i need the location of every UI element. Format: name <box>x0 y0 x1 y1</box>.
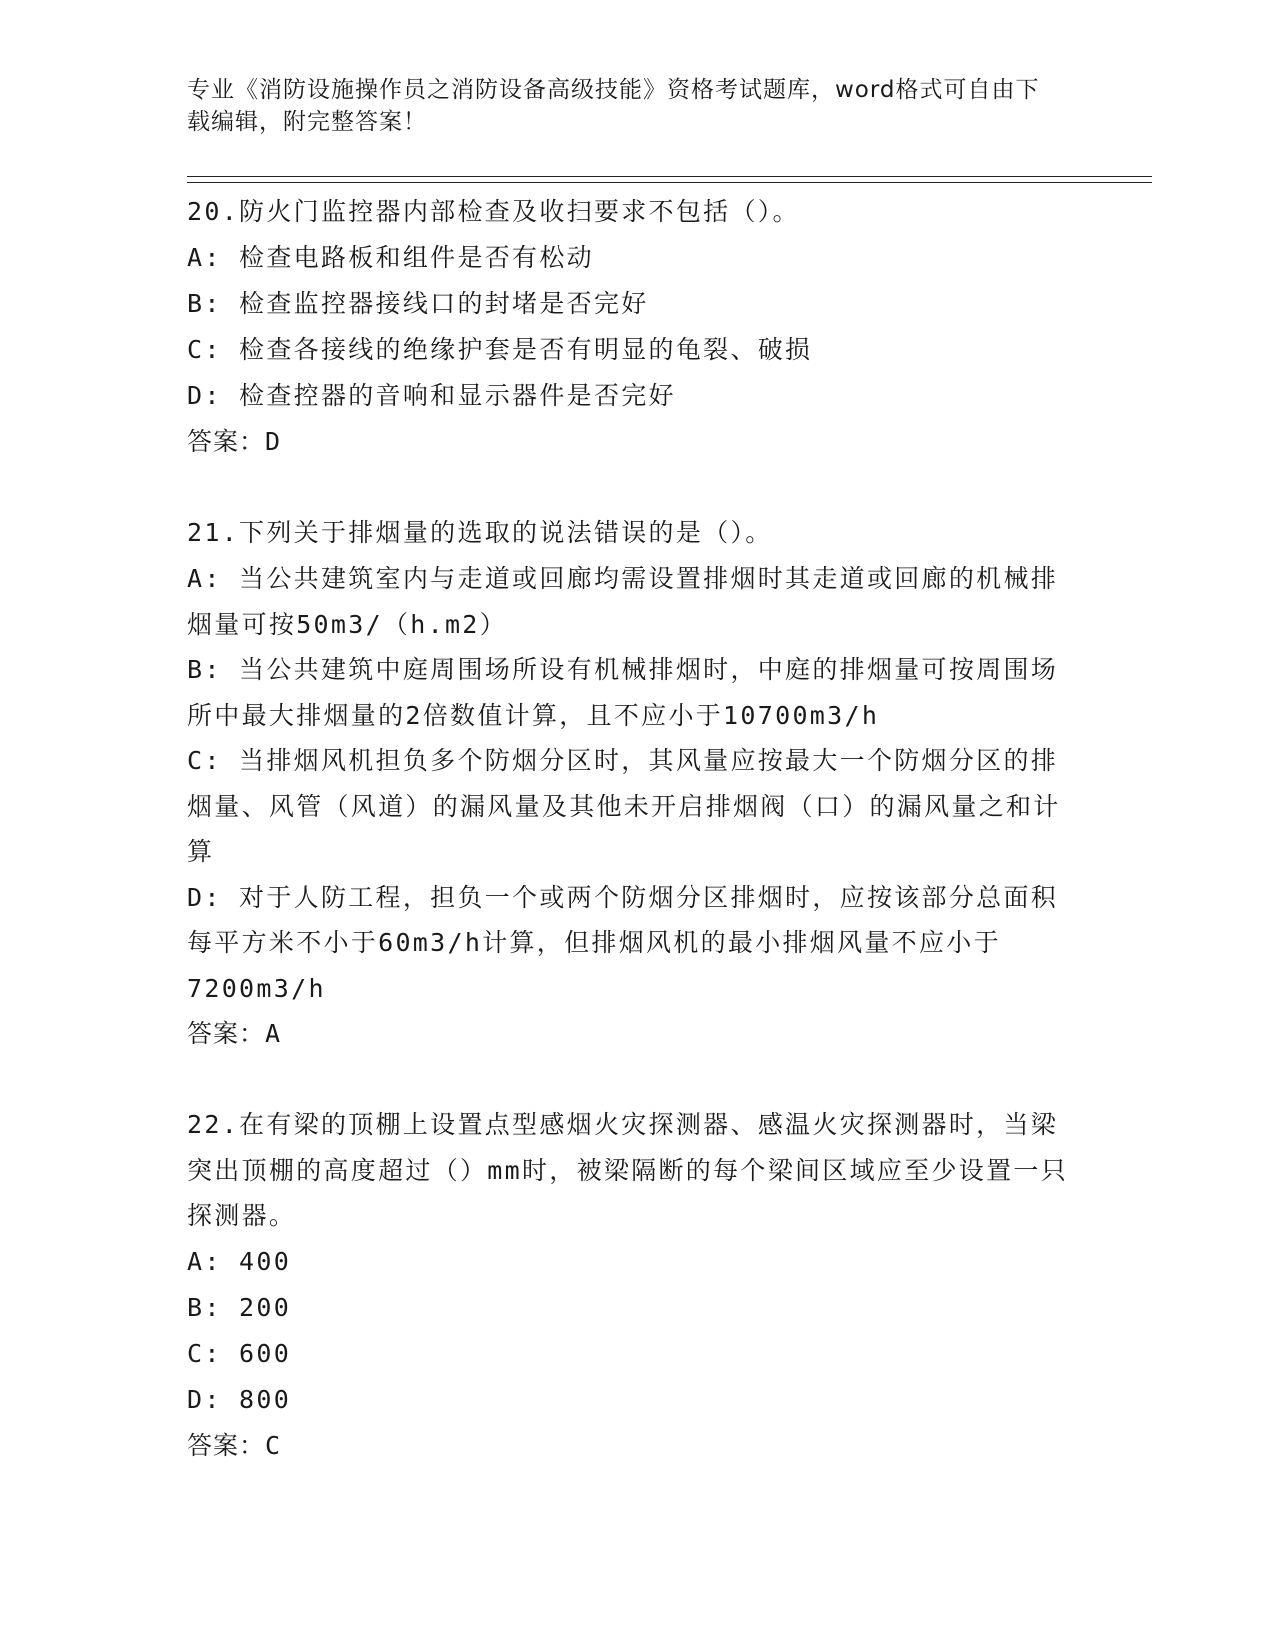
answer-label: 答案： <box>187 427 266 456</box>
answer-label: 答案： <box>187 1430 266 1460</box>
option-a: A: 当公共建筑室内与走道或回廊均需设置排烟时其走道或回廊的机械排烟量可按50m3/（h.m2） <box>187 564 1059 639</box>
option-b: B: 200 <box>187 1292 292 1322</box>
question-spacer <box>187 1057 1087 1102</box>
answer-value: C <box>265 1430 282 1460</box>
option-d: D: 检查控器的音响和显示器件是否完好 <box>187 381 676 410</box>
option-b: B: 检查监控器接线口的封堵是否完好 <box>187 289 649 318</box>
answer-line <box>187 1423 1087 1469</box>
question-stem: 21.下列关于排烟量的选取的说法错误的是（）。 <box>187 518 773 547</box>
question-stem: 20.防火门监控器内部检查及收扫要求不包括（）。 <box>187 197 800 226</box>
answer-value: D <box>265 427 282 456</box>
option-d: D: 对于人防工程，担负一个或两个防烟分区排烟时，应按该部分总面积每平方米不小于60m3/h计算，但排烟风机的最小排烟风量不应小于7200m3/h <box>187 882 1059 1003</box>
answer-label: 答案： <box>187 1019 266 1048</box>
option-a: A: 检查电路板和组件是否有松动 <box>187 243 594 272</box>
document-header <box>187 74 1067 138</box>
option-c: C: 600 <box>187 1338 292 1368</box>
option-c: C: 检查各接线的绝缘护套是否有明显的龟裂、破损 <box>187 335 813 364</box>
header-divider-top <box>187 176 1152 177</box>
question-stem: 22.在有梁的顶棚上设置点型感烟火灾探测器、感温火灾探测器时，当梁突出顶棚的高度超过（）mm时，被梁隔断的每个梁间区域应至少设置一只探测器。 <box>187 1110 1069 1230</box>
option-a: A: 400 <box>187 1246 292 1276</box>
header-divider-bottom <box>187 182 1152 183</box>
answer-line <box>187 1011 1087 1057</box>
option-d: D: 800 <box>187 1384 292 1414</box>
option-b: B: 当公共建筑中庭周围场所设有机械排烟时，中庭的排烟量可按周围场所中最大排烟量的2倍数值计算，且不应小于10700m3/h <box>187 655 1059 730</box>
answer-value: A <box>265 1019 282 1048</box>
question-list <box>187 189 1087 1469</box>
answer-line <box>187 419 1087 465</box>
header-intro-line2: 载编辑，附完整答案！ <box>187 109 427 135</box>
header-intro-line1: 专业《消防设施操作员之消防设备高级技能》资格考试题库，word格式可自由下 <box>187 77 1040 103</box>
question-21 <box>187 510 1087 1057</box>
question-22 <box>187 1102 1087 1469</box>
question-spacer <box>187 465 1087 510</box>
option-c: C: 当排烟风机担负多个防烟分区时，其风量应按最大一个防烟分区的排烟量、风管（风道）的漏风量及其他未开启排烟阀（口）的漏风量之和计算 <box>187 746 1061 866</box>
question-20 <box>187 189 1087 465</box>
